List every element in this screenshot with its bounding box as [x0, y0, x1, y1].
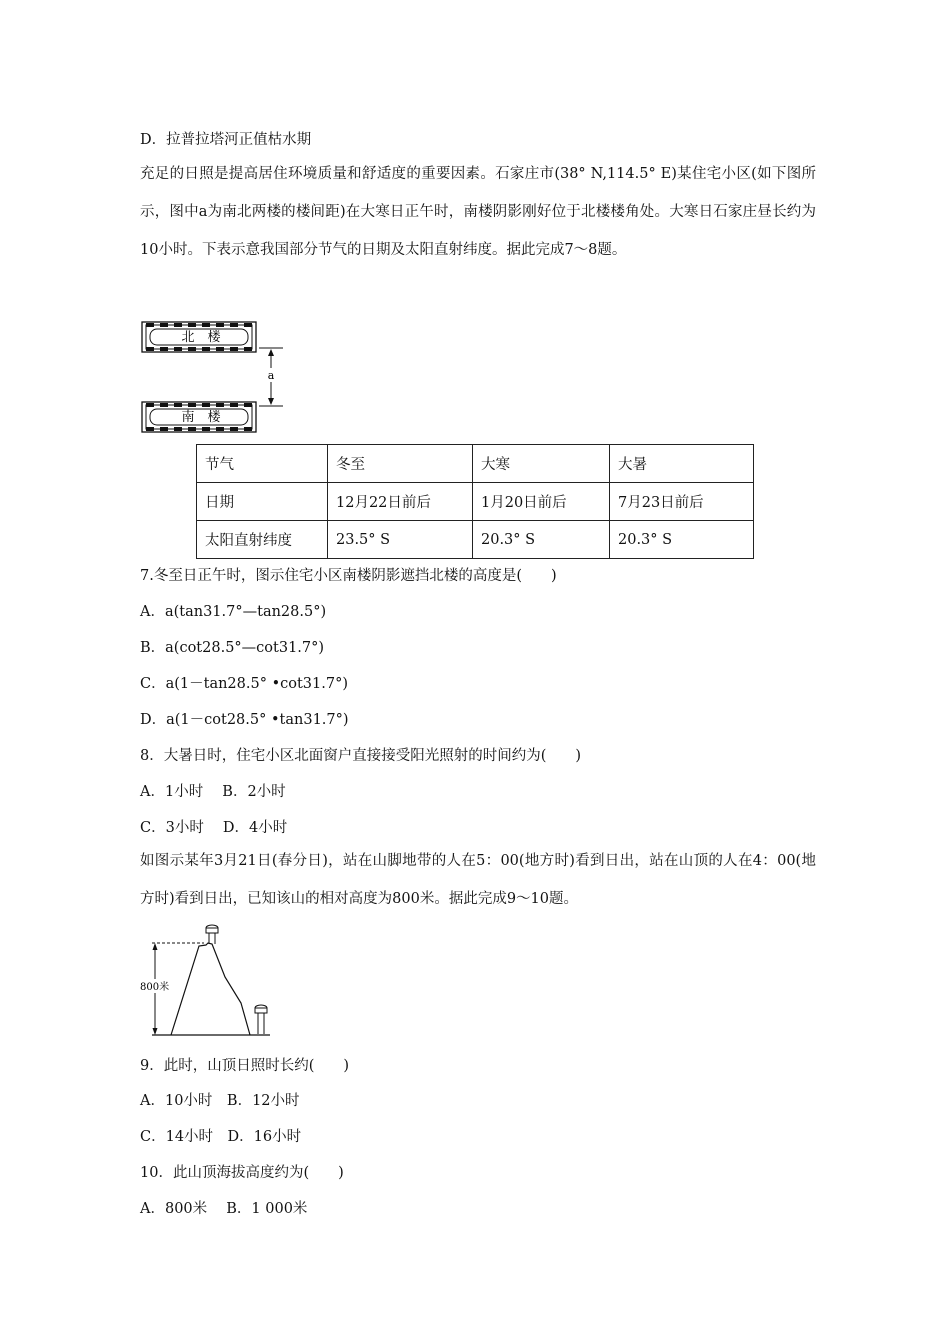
- question-8: 8．大暑日时，住宅小区北面窗户直接接受阳光照射的时间约为( ): [140, 748, 582, 764]
- table-cell: 20.3° S: [473, 521, 610, 559]
- intro-paragraph-q9-10: 如图示某年3月21日(春分日)，站在山脚地带的人在5：00(地方时)看到日出，站在山顶的人在4：00(地方时)看到日出，已知该山的相对高度为800米。据此完成9～10题。: [140, 853, 816, 907]
- question-9-options-ab: A．10小时 B．12小时: [140, 1093, 300, 1109]
- foot-person-icon: [255, 1005, 267, 1034]
- question-10: 10．此山顶海拔高度约为( ): [140, 1165, 344, 1181]
- mountain-height-label: 800米: [140, 982, 170, 993]
- table-cell: 节气: [197, 445, 328, 483]
- table-cell: 日期: [197, 483, 328, 521]
- question-9: 9．此时，山顶日照时长约( ): [140, 1058, 350, 1074]
- table-cell: 12月22日前后: [328, 483, 473, 521]
- table-cell: 7月23日前后: [610, 483, 754, 521]
- question-7-option-c: C．a(1－tan28.5° •cot31.7°): [140, 676, 348, 692]
- table-cell: 23.5° S: [328, 521, 473, 559]
- question-10-options-ab: A．800米 B．1 000米: [140, 1201, 308, 1217]
- solar-term-table: [196, 444, 754, 559]
- table-cell: 大寒: [473, 445, 610, 483]
- table-cell: 20.3° S: [610, 521, 754, 559]
- question-7-option-b: B．a(cot28.5°—cot31.7°): [140, 640, 325, 656]
- south-building-label: 南 楼: [181, 410, 221, 425]
- south-building: [142, 402, 256, 432]
- table-row: [197, 521, 754, 559]
- building-diagram: [138, 318, 298, 436]
- table-cell: 冬至: [328, 445, 473, 483]
- table-row: [197, 445, 754, 483]
- table-cell: 大暑: [610, 445, 754, 483]
- distance-label: a: [267, 369, 275, 382]
- table-row: [197, 483, 754, 521]
- question-7: 7.冬至日正午时，图示住宅小区南楼阴影遮挡北楼的高度是( ): [140, 568, 557, 584]
- question-9-options-cd: C．14小时 D．16小时: [140, 1129, 302, 1145]
- north-building: [142, 322, 256, 352]
- table-cell: 1月20日前后: [473, 483, 610, 521]
- mountain-diagram: [138, 922, 278, 1038]
- question-8-options-ab: A．1小时 B．2小时: [140, 784, 286, 800]
- summit-person-icon: [206, 925, 218, 944]
- distance-arrow: [259, 348, 283, 406]
- mountain-outline: [171, 943, 250, 1035]
- question-7-option-a: A．a(tan31.7°—tan28.5°): [140, 604, 327, 620]
- intro-paragraph-q7-8: 充足的日照是提高居住环境质量和舒适度的重要因素。石家庄市(38° N,114.5° E)某住宅小区(如下图所示，图中a为南北两楼的楼间距)在大寒日正午时，南楼阴影刚好位于北楼楼角处。大寒日石家庄昼长约为10小时。下表示意我国部分节气的日期及太阳直射纬度。据此完成7～8题。: [140, 166, 816, 258]
- north-building-label: 北 楼: [181, 330, 221, 345]
- question-7-option-d: D．a(1－cot28.5° •tan31.7°): [140, 712, 349, 728]
- table-cell: 太阳直射纬度: [197, 521, 328, 559]
- option-d-q6: D．拉普拉塔河正值枯水期: [140, 132, 312, 148]
- question-8-options-cd: C．3小时 D．4小时: [140, 820, 288, 836]
